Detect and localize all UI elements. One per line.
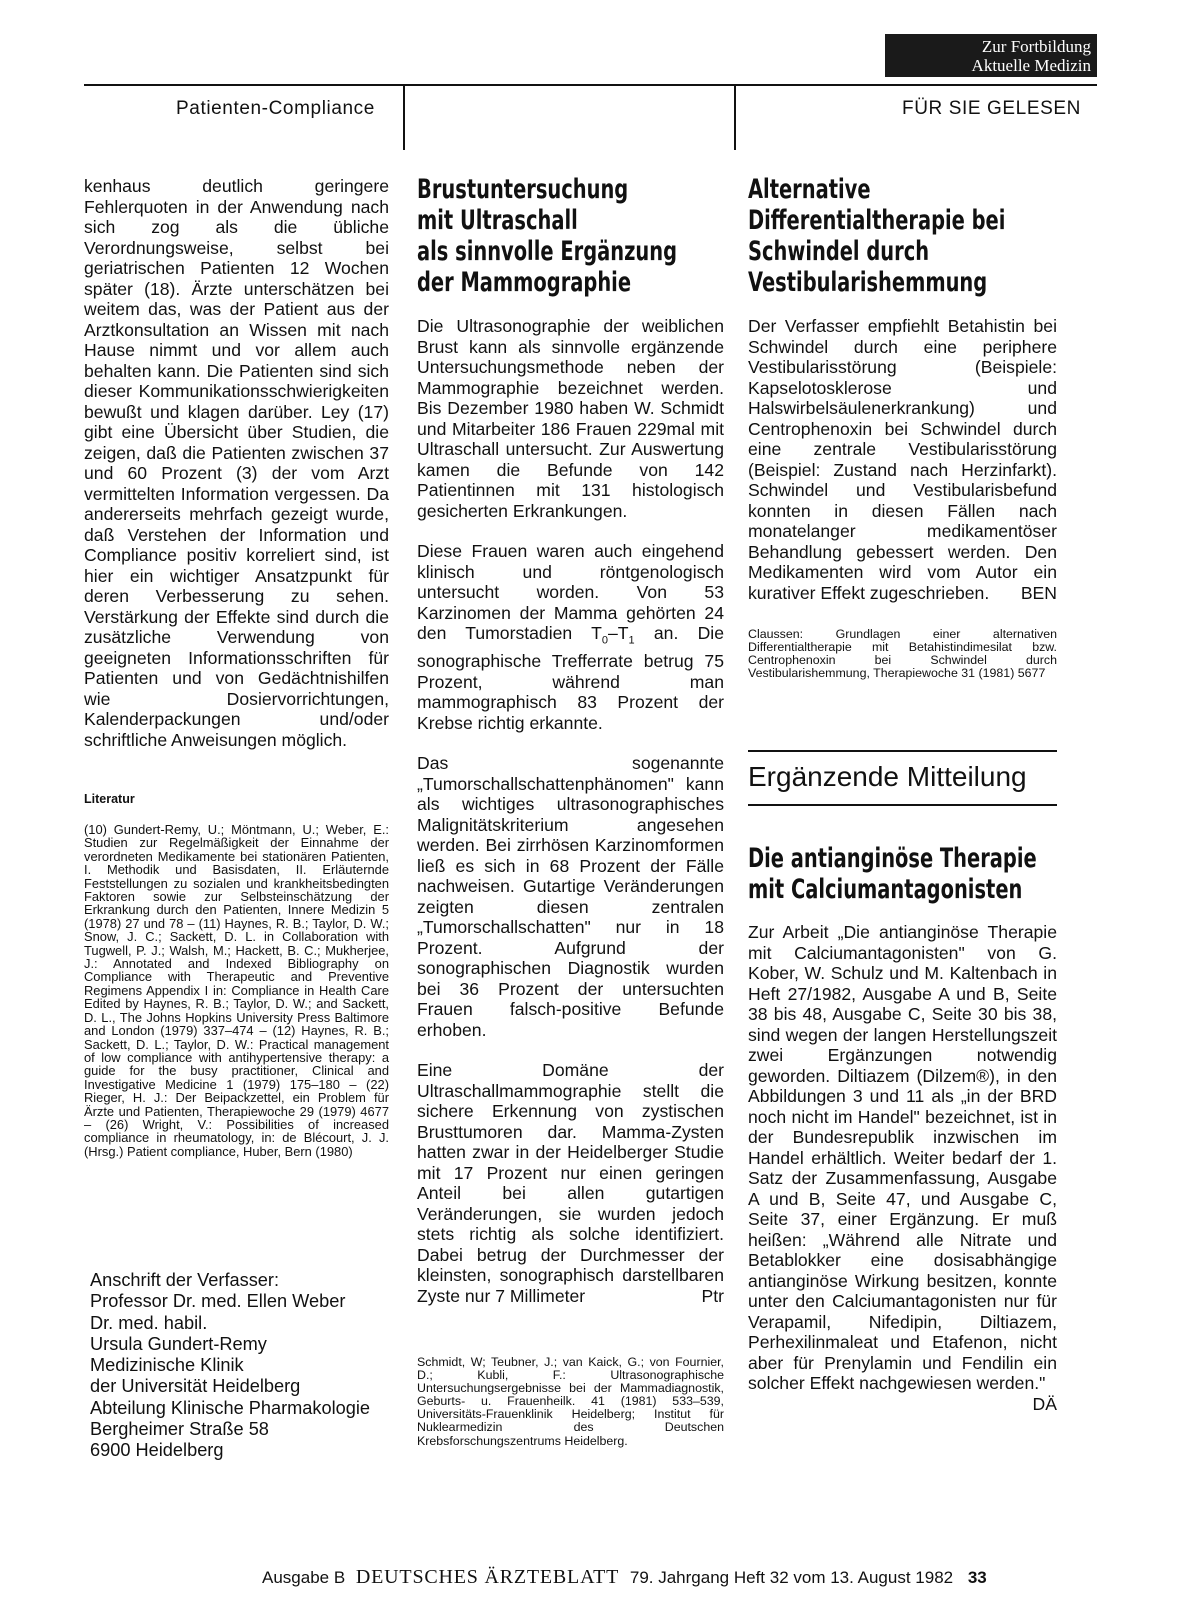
title-line: mit Calciumantagonisten [748,874,1023,905]
address-line: der Universität Heidelberg [90,1376,301,1397]
paragraph-text: Zur Arbeit „Die antianginöse Therapie mit Calciumantagonisten" von G. Kober, W. Schulz und M. Kaltenbach in Heft 27/1982, Ausgabe A und B, Seite 38 bis 48, Ausgabe C, Seite 30 bis 38, sind wegen der langen Herstellungszeit zwei Ergänzungen notwendig geworden. Diltiazem (Dilzem®), in den Abbildungen 3 und 11 als „in der BRD noch nicht im Handel" bezeichnet, ist in der Bundesrepublik inzwischen im Handel erhältlich. Weiter bedarf der 1. Satz der Zusammenfassung, Ausgabe A und B, Seite 47, und Ausgabe C, Seite 37, einer Ergänzung. Er muß heißen: „Während alle Nitrate und Betablokker eine dosisabhängige antianginöse Wirkung besitzen, konnte unter den Calciumantagonisten nur für Verapamil, Nifedipin, Diltiazem, Perhexilinmaleat und Etafenon, nicht aber für Prenylamin und Fendilin ein solcher Effekt nachgewiesen werden." [748,922,1057,1393]
author-signature: BEN [1020,582,1057,603]
paragraph [417,1060,724,1306]
literature-heading: Literatur [84,792,135,806]
footer-journal: DEUTSCHES ÄRZTEBLATT [355,1566,620,1588]
address-line: 6900 Heidelberg [90,1440,224,1461]
section-heading: Ergänzende Mitteilung [748,761,1027,792]
paragraph [748,922,1057,1414]
running-header-left: Patienten-Compliance [176,98,375,119]
column-1 [84,176,389,750]
badge-line-2: Aktuelle Medizin [971,56,1091,75]
page-number: 33 [967,1568,987,1587]
title-line: mit Ultraschall [417,205,578,236]
paragraph-text: Eine Domäne der Ultraschallmammographie stellt die sichere Erkennung von zystischen Brusttumoren dar. Mamma-Zysten hatten zwar in der Heidelberger Studie mit 17 Prozent nur einen geringen Anteil bei allen gutartigen Veränderungen, sie wurden jedoch stets richtig als solche identifiziert. Dabei betrug der Durchmesser der kleinsten, sonographisch darstellbaren Zyste nur 7 Millimeter [417,1060,724,1306]
address-line: Ursula Gundert-Remy [90,1333,267,1354]
address-line: Dr. med. habil. [90,1312,208,1333]
address-line: Anschrift der Verfasser: [90,1270,280,1290]
title-line: als sinnvolle Ergänzung [417,236,677,267]
title-line: Differentialtherapie bei [748,205,1006,236]
section-badge [885,34,1097,77]
title-line: der Mammographie [417,267,632,298]
footer-edition: Ausgabe B [262,1568,346,1587]
address-line: Abteilung Klinische Pharmakologie [90,1397,371,1418]
running-header-right: FÜR SIE GELESEN [902,98,1081,119]
paragraph-text: –T [607,623,629,643]
author-address [90,1270,390,1462]
article-title-vertigo [748,174,1078,298]
author-signature: Ptr [701,1285,724,1306]
column-divider-left [403,86,405,150]
column-3-article-2 [748,922,1057,1414]
address-line: Medizinische Klinik [90,1355,244,1376]
column-divider-right [734,86,736,150]
paragraph-text: Der Verfasser empfiehlt Betahistin bei Schwindel durch eine periphere Vestibularisstörung (Beispiele: Kapselotosklerose und Halswirbelsäulenerkrankung) und Centrophenoxin bei Schwindel durch eine zentrale Vestibularisstörung (Beispiel: Zustand nach Herzinfarkt). Schwindel und Vestibularisbefund konnten in diesen Fällen nach monatelanger medikamentöser Behandlung gebessert werden. Den Medikamenten wird vom Autor ein kurativer Effekt zugeschrieben. [748,316,1057,603]
subscript: 1 [628,634,635,647]
literature-list: (10) Gundert-Remy, U.; Möntmann, U.; Weber, E.: Studien zur Regelmäßigkeit der Einnahme der verordneten Medikamente bei stationären Patienten, I. Methodik und Basisdaten, II. Erläuternde Feststellungen zu sozialen und krankheitsbedingten Faktoren sowie zur Selbsteinschätzung der Erkrankung durch den Patienten, Innere Medizin 5 (1978) 27 und 78 – (11) Haynes, R. B.; Taylor, D. W.; Snow, J. C.; Sackett, D. L. in Collaboration with Tugwell, P. J.; Walsh, M.; Hackett, B. C.; Mukherjee, J.: Annotated and Indexed Bibliography on Compliance with Therapeutic and Preventive Regimens Appendix I in: Compliance in Health Care Edited by Haynes, R. B.; Taylor, D. W.; and Sackett, D. L., The Johns Hopkins University Press Baltimore and London (1979) 337–474 – (12) Haynes, R. B.; Sackett, D. L.; Taylor, D. W.: Practical management of low compliance with antihypertensive therapy: a guide for the busy practitioner, Clinical and Investigative Medicine 1 (1979) 175–180 – (22) Rieger, H. J.: Der Beipackzettel, ein Problem für Ärzte und Patienten, Therapiewoche 29 (1979) 4677 – (26) Wright, V.: Possibilities of increased compliance in rheumatology, in: de Blécourt, J. J. (Hrsg.) Patient compliance, Huber, Bern (1980) [84,822,389,1159]
title-line: Brustuntersuchung [417,174,629,205]
paragraph: Die Ultrasonographie der weiblichen Brust kann als sinnvolle ergänzende Untersuchungsmethode neben der Mammographie bezeichnet werden. Bis Dezember 1980 haben W. Schmidt und Mitarbeiter 186 Frauen 229mal mit Ultraschall untersucht. Zur Auswertung kamen die Befunde von 142 Patientinnen mit 131 histologisch gesicherten Erkrankungen. [417,316,724,521]
column-3-article-1 [748,316,1057,603]
subscript: 0 [601,634,608,647]
badge-line-1: Zur Fortbildung [981,37,1091,56]
title-line: Vestibularishemmung [748,267,988,298]
footer-issue: 79. Jahrgang Heft 32 vom 13. August 1982 [629,1568,954,1587]
author-signature: DÄ [1032,1393,1057,1414]
article-title-ultrasound [417,174,737,298]
section-rule-bottom [748,804,1057,806]
reference-vertigo: Claussen: Grundlagen einer alternativen Differentialtherapie mit Betahistindimesilat bzw. Centrophenoxin bei Schwindel durch Vestibularishemmung, Therapiewoche 31 (1981) 5677 [748,627,1057,681]
page-footer [262,1566,987,1589]
paragraph [748,316,1057,603]
title-line: Schwindel durch [748,236,930,267]
column-2 [417,316,724,1306]
paragraph-text: Diese Frauen waren auch eingehend klinisch und röntgenologisch untersucht worden. Von 53 Karzinomen der Mamma gehörten 24 den Tumorstadien T [417,541,724,643]
article-title-calcium [748,843,1078,905]
title-line: Die antianginöse Therapie [748,843,1037,874]
body-text: kenhaus deutlich geringere Fehlerquoten in der Anwendung nach sich zog als die übliche Verordnungsweise, selbst bei geriatrischen Patienten 12 Wochen später (18). Ärzte unterschätzen bei weitem das, was der Patient aus der Arztkonsultation an Wissen mit nach Hause nimmt und vor allem auch behalten kann. Die Patienten sind sich dieser Kommunikationsschwierigkeiten bewußt und klagen darüber. Ley (17) gibt eine Übersicht über Studien, die zeigen, daß die Patienten zwischen 37 und 60 Prozent (3) der vom Arzt vermittelten Information vergessen. Da andererseits mehrfach gezeigt wurde, daß Verstehen der Information und Compliance positiv korreliert sind, ist hier ein wichtiger Ansatzpunkt für deren Verbesserung zu sehen. Verstärkung der Effekte sind durch die zusätzliche Verwendung von geeigneten Informationsschriften für Patienten und von Gedächtnishilfen wie Dosiervorrichtungen, Kalenderpackungen und/oder schriftliche Anweisungen möglich. [84,176,389,750]
reference-ultrasound: Schmidt, W; Teubner, J.; van Kaick, G.; von Fournier, D.; Kubli, F.: Ultrasonographische Untersuchungsergebnisse bei der Mammadiagnostik, Geburts- u. Frauenheilk. 41 (1981) 533–539, Universitäts-Frauenklinik Heidelberg; Institut für Nuklearmedizin des Deutschen Krebsforschungszentrums Heidelberg. [417,1355,724,1448]
address-line: Bergheimer Straße 58 [90,1419,269,1440]
section-rule-top [748,750,1057,752]
header-rule [84,84,1097,86]
paragraph-text: an. Die sonographische Trefferrate betrug 75 Prozent, während man mammographisch 83 Prozent der Krebse richtig erkannte. [417,623,724,733]
paragraph [417,541,724,733]
title-line: Alternative [748,174,871,205]
address-line: Professor Dr. med. Ellen Weber [90,1291,346,1312]
paragraph: Das sogenannte „Tumorschallschattenphänomen" kann als wichtiges ultrasonographisches Malignitätskriterium angesehen werden. Bei zirrhösen Karzinomformen ließ es sich in 68 Prozent der Fälle nachweisen. Gutartige Veränderungen zeigten diesen zentralen „Tumorschallschatten" nur in 18 Prozent. Aufgrund der sonographischen Diagnostik wurden bei 36 Prozent der untersuchten Frauen falsch-positive Befunde erhoben. [417,753,724,1040]
